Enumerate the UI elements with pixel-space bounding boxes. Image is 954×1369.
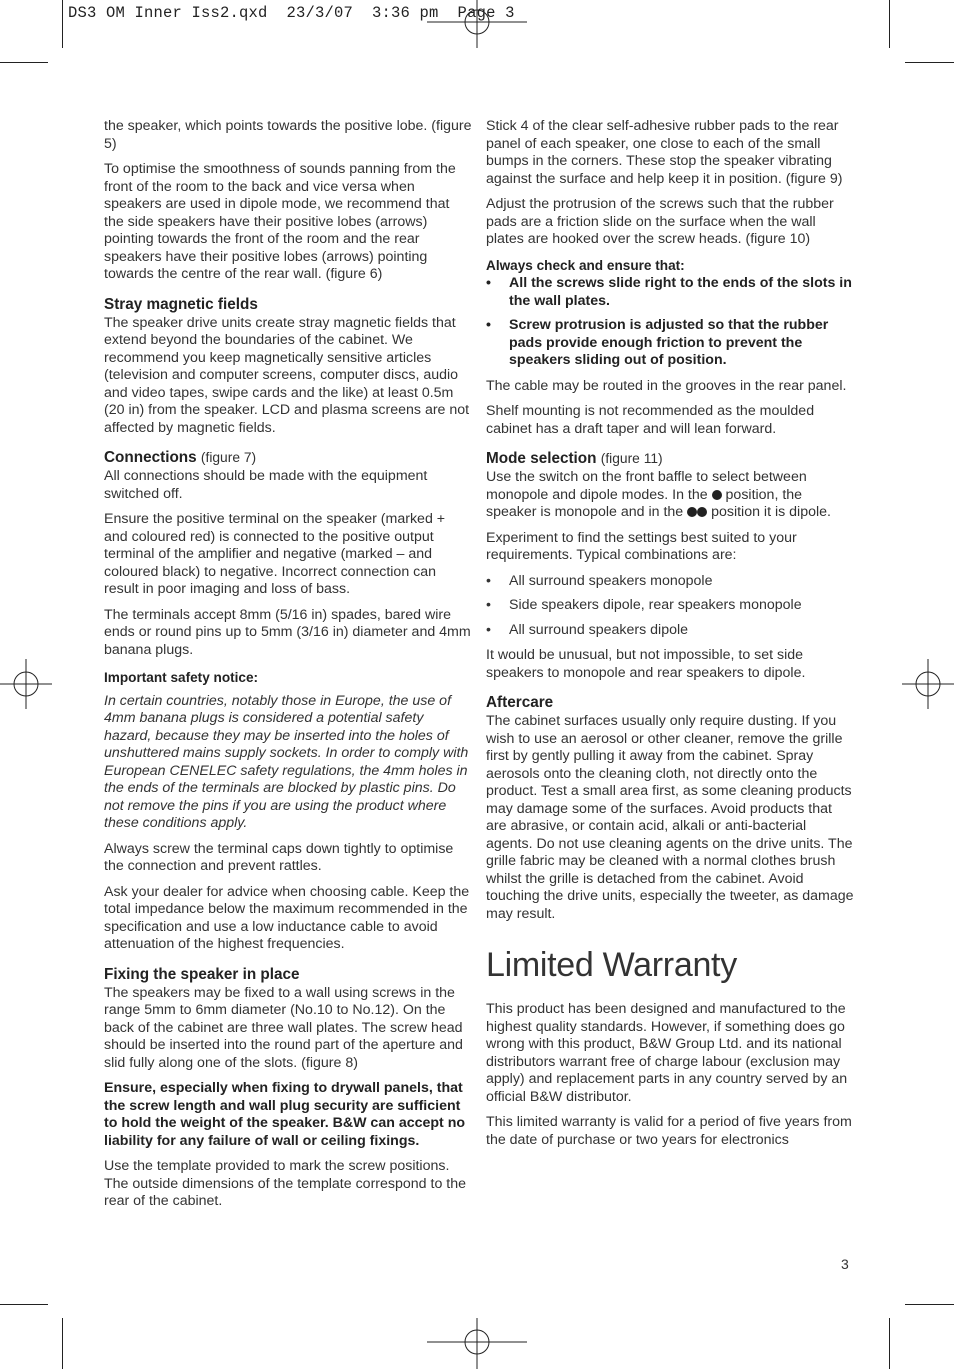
text-span: Use the switch on the front baffle to select between monopole and dipole modes. In the (486, 469, 807, 503)
list-item: • Side speakers dipole, rear speakers monopole (486, 597, 854, 615)
section-heading-stray-magnetic: Stray magnetic fields (104, 295, 258, 313)
registration-mark-bottom (427, 1318, 527, 1369)
paragraph: The terminals accept 8mm (5/16 in) spades, bared wire ends or round pins up to 5mm (3/16 in) diameter and 4mm banana plugs. (104, 606, 471, 658)
paragraph: Experiment to find the settings best suited to your requirements. Typical combinations are: (486, 529, 797, 563)
paragraph: Adjust the protrusion of the screws such that the rubber pads are a friction slide on the surface when the wall plates are hooked over the screw heads. (figure 10) (486, 196, 834, 247)
paragraph: Ask your dealer for advice when choosing cable. Keep the total impedance below the maximum recommended in the specification and use a low inductance cable to avoid attenuation of the highest frequencies. (104, 883, 470, 952)
text-span: position it is dipole. (711, 504, 831, 520)
paragraph: Use the template provided to mark the screw positions. The outside dimensions of the template correspond to the rear of the cabinet. (104, 1158, 466, 1209)
figure-ref: (figure 11) (600, 451, 663, 466)
section-heading-fixing: Fixing the speaker in place (104, 965, 300, 983)
list-item: • All surround speakers monopole (486, 573, 854, 591)
paragraph: This product has been designed and manufactured to the highest quality standards. However, if something does go wrong with this product, B&W Group Ltd. and its national distributors warrant free of charge labour (exclusion may apply) and replacement parts in any country served by an official B&W distributor. (486, 1001, 848, 1105)
paragraph: Always screw the terminal caps down tightly to optimise the connection and prevent rattles. (104, 840, 454, 874)
section-heading-connections (104, 448, 472, 467)
section-heading-mode-selection (486, 449, 854, 468)
paragraph: Stick 4 of the clear self-adhesive rubber pads to the rear panel of each speaker, one close to each of the small bumps in the corners. These stop the speaker vibrating against the surface and help keep it in position. (figure 9) (486, 118, 843, 187)
paragraph: All connections should be made with the equipment switched off. (104, 468, 428, 502)
paragraph: This limited warranty is valid for a period of five years from the date of purchase or two years for electronics (486, 1114, 852, 1148)
print-slug: DS3 OM Inner Iss2.qxd 23/3/07 3:36 pm Page 3 (68, 4, 515, 22)
paragraph: To optimise the smoothness of sounds panning from the front of the room to the back and vice versa when speakers are used in dipole mode, we recommend that the side speakers have their positive lobes (arrows) pointing towards the front of the room and the rear speakers have their positive lobes (arrows) pointing towards the centre of the rear wall. (figure 6) (104, 161, 456, 282)
page-number: 3 (841, 1256, 849, 1272)
paragraph: The speaker drive units create stray magnetic fields that extend beyond the boundaries of the cabinet. We recommend you keep magnetically sensitive articles (television and computer screens, computer discs, audio and video tapes, swipe cards and the like) at least 0.5m (20 in) from the speaker. LCD and plasma screens are not affected by magnetic fields. (104, 314, 470, 436)
safety-notice-text: In certain countries, notably those in Europe, the use of 4mm banana plugs is considered a potential safety hazard, because they may be inserted into the holes of unshuttered mains supply sockets. In order to comply with European CENELEC safety regulations, the 4mm holes in the ends of the terminals are blocked by plastic pins. Do not remove the pins if you are using the product where these conditions apply. (104, 692, 469, 831)
combination-list (486, 573, 854, 640)
single-dot-icon (712, 490, 722, 500)
figure-ref: (figure 7) (200, 450, 257, 465)
paragraph: The cable may be routed in the grooves in the rear panel. (486, 377, 847, 394)
registration-mark-right (902, 659, 954, 709)
right-column (486, 118, 854, 1157)
heading-text: Connections (104, 449, 197, 466)
paragraph: The speakers may be fixed to a wall using screws in the range 5mm to 6mm diameter (No.10 to No.12). On the back of the cabinet are three wall plates. The screw head should be inserted into the round part of the aperture and slid fully along one of the slots. (figure 8) (104, 984, 463, 1071)
section-heading-aftercare: Aftercare (486, 694, 554, 711)
check-list-title: Always check and ensure that: (486, 257, 685, 273)
paragraph: Shelf mounting is not recommended as the moulded cabinet has a draft taper and will lean forward. (486, 403, 815, 437)
double-dot-icon (697, 507, 707, 517)
list-item: • All surround speakers dipole (486, 622, 854, 640)
safety-notice-title: Important safety notice: (104, 670, 259, 685)
double-dot-icon (687, 507, 697, 517)
paragraph: Ensure the positive terminal on the speaker (marked + and coloured red) is connected to the positive output terminal of the amplifier and negative (marked – and coloured black) to negative. Incorrect connection can result in poor imaging and loss of bass. (104, 511, 446, 597)
paragraph: It would be unusual, but not impossible, to set side speakers to monopole and rear speakers to dipole. (486, 647, 806, 681)
list-item: • All the screws slide right to the ends of the slots in the wall plates. (486, 275, 854, 310)
limited-warranty-title: Limited Warranty (486, 946, 737, 984)
fixing-warning: Ensure, especially when fixing to drywall panels, that the screw length and wall plug security are sufficient to hold the weight of the speaker. B&W can accept no liability for any failure of wall or ceiling fixings. (104, 1080, 466, 1149)
paragraph: the speaker, which points towards the positive lobe. (figure 5) (104, 118, 472, 152)
paragraph (486, 469, 854, 522)
registration-mark-top (427, 0, 527, 48)
check-list (486, 275, 854, 370)
list-item: • Screw protrusion is adjusted so that the rubber pads provide enough friction to prevent the speakers sliding out of position. (486, 317, 854, 370)
registration-mark-left (0, 659, 52, 709)
left-column (104, 118, 472, 1219)
heading-text: Mode selection (486, 450, 597, 467)
text-span: position, the speaker is monopole and in the (486, 486, 803, 520)
paragraph: The cabinet surfaces usually only require dusting. If you wish to use an aerosol or other cleaner, remove the grille first by gently pulling it away from the cabinet. Spray aerosols onto the cleaning cloth, not directly onto the product. Test a small area first, as some cleaning products may damage some of the surfaces. Avoid products that are abrasive, or contain acid, alkali or anti-bacterial agents. Do not use cleaning agents on the drive units. The grille fabric may be cleaned with a normal clothes brush whilst the grille is detached from the cabinet. Avoid touching the drive units, especially the tweeter, as damage may result. (486, 713, 854, 922)
